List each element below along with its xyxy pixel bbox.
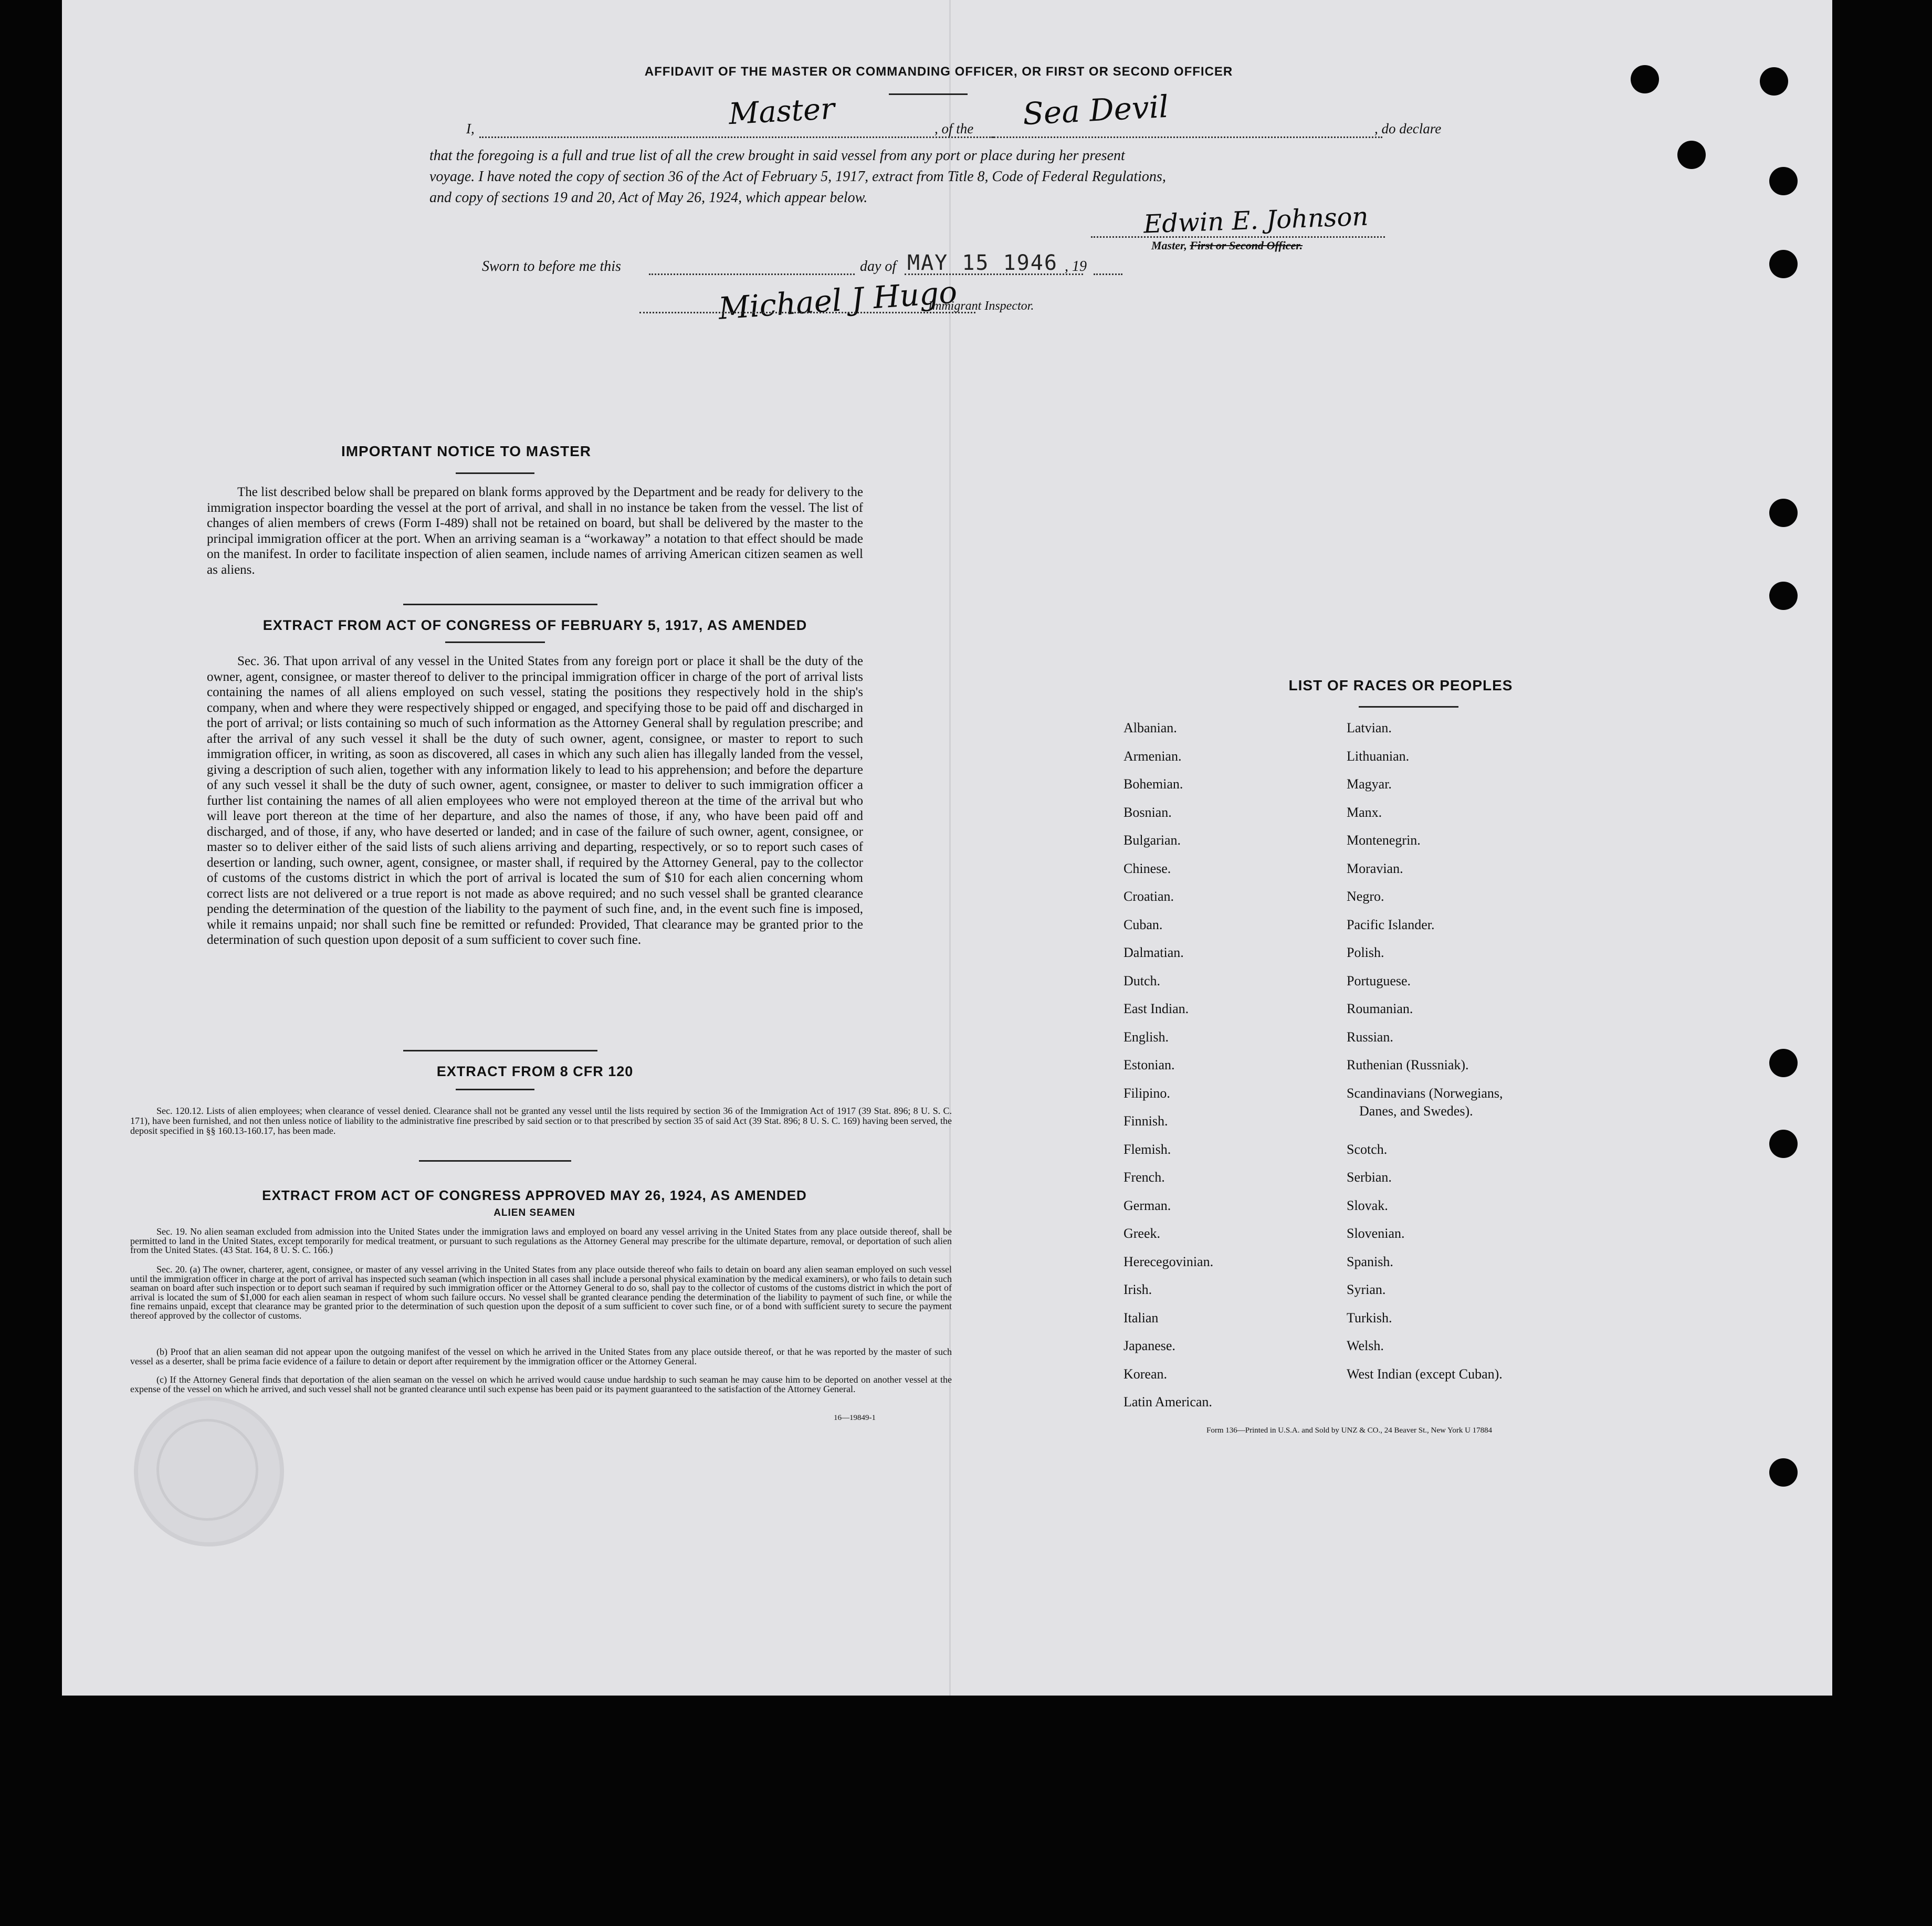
race-item: Filipino. <box>1124 1085 1170 1101</box>
races-left-column <box>1124 719 1323 1422</box>
notice-title: IMPORTANT NOTICE TO MASTER <box>341 443 592 459</box>
master-signature: Edwin E. Johnson <box>1143 202 1369 239</box>
race-item: Negro. <box>1347 889 1384 904</box>
form-printer-info: Form 136—Printed in U.S.A. and Sold by UNZ & CO., 24 Beaver St., New York U 17884 <box>1206 1426 1493 1435</box>
race-item: Armenian. <box>1124 748 1182 764</box>
race-item: Moravian. <box>1347 860 1403 876</box>
race-item: Croatian. <box>1124 889 1174 904</box>
race-item: Pacific Islander. <box>1347 917 1435 932</box>
race-item: Magyar. <box>1347 776 1392 792</box>
race-item: Albanian. <box>1124 720 1177 735</box>
race-item: Manx. <box>1347 804 1382 820</box>
race-item: Roumanian. <box>1347 1001 1413 1016</box>
race-item: Bosnian. <box>1124 804 1172 820</box>
race-item: Korean. <box>1124 1366 1168 1382</box>
race-item: Flemish. <box>1124 1141 1171 1157</box>
races-right-column <box>1347 719 1662 1393</box>
year-label: , 19 <box>1065 258 1087 275</box>
extract-1917-divider <box>403 1050 597 1051</box>
punch-hole-icon <box>1760 67 1788 96</box>
race-item: English. <box>1124 1029 1169 1045</box>
sec20a-text: Sec. 20. (a) The owner, charterer, agent, consignee, or master of any vessel arriving in the United States from any place outside thereof who fails to detain on board any alien seaman employed on such vessel until the immigration officer in charge at the port of arrival has inspected such seaman (which inspection in all cases shall include a personal physical examination by the medical examiners), or who fails to detain such seaman on board after such inspection or to deport such seaman if required by such immigration officer or the Attorney General to do so, shall pay to the collector of customs of the customs district in which the port of arrival is located the sum of $1,000 for each alien seaman in respect of whom such failure occurs. No vessel shall be granted clearance pending the determination of the liability to payment of such fine, or while the fine remains unpaid, except that clearance may be granted prior to the determination of such question upon the deposit of a sum sufficient to cover such fine, or of a bond with sufficient surety to secure the payment thereof approved by the collector of customs. <box>130 1264 952 1321</box>
notice-divider <box>403 604 597 605</box>
punch-hole-icon <box>1769 582 1798 610</box>
extract-1924-title: EXTRACT FROM ACT OF CONGRESS APPROVED MAY 26, 1924, AS AMENDED <box>262 1187 807 1203</box>
race-item: Chinese. <box>1124 860 1171 876</box>
races-title: LIST OF RACES OR PEOPLES <box>1288 677 1513 693</box>
declaration-line3: and copy of sections 19 and 20, Act of May 26, 1924, which appear below. <box>429 190 868 206</box>
race-item: Russian. <box>1347 1029 1393 1045</box>
race-item: Italian <box>1124 1310 1159 1325</box>
embossed-seal-inner <box>156 1419 258 1521</box>
document-sheet <box>62 0 1832 1696</box>
day-of-label: day of <box>860 258 897 275</box>
year-line <box>1094 260 1122 275</box>
extract-1924-subtitle: ALIEN SEAMEN <box>494 1207 575 1218</box>
extract-cfr-rule <box>456 1089 534 1090</box>
race-item: Montenegrin. <box>1347 833 1421 848</box>
master-label-text: Master, <box>1151 239 1187 252</box>
sec20b-text: (b) Proof that an alien seaman did not appear upon the outgoing manifest of the vessel on which he arrived in the United States from any place outside thereof, or that he was reported by the master of such vessel as a deserter, shall be prima facie evidence of a failure to detain or deport after requirement by the immigration officer or the Attorney General. <box>130 1346 952 1366</box>
race-item: Cuban. <box>1124 917 1163 932</box>
do-declare-label: , do declare <box>1374 121 1442 136</box>
master-handwriting: Master <box>728 91 836 132</box>
sworn-day-line <box>649 260 855 275</box>
sec20c-text: (c) If the Attorney General finds that deportation of the alien seaman on the vessel on which he arrived would cause undue hardship to such seaman he may cause him to be deported on another vessel at the expense of the vessel on which he arrived, and such vessel shall not be granted clearance until such expense has been paid or its payment guaranteed to the satisfaction of the Attorney General. <box>130 1374 952 1394</box>
race-item: Scandinavians (Norwegians, <box>1347 1085 1503 1101</box>
punch-hole-icon <box>1769 1130 1798 1158</box>
race-item: Latvian. <box>1347 720 1392 735</box>
race-item: Irish. <box>1124 1282 1152 1297</box>
declaration-line2: voyage. I have noted the copy of section 36 of the Act of February 5, 1917, extract from Title 8, Code of Federal Regulations, <box>429 169 1166 185</box>
race-item: Lithuanian. <box>1347 748 1410 764</box>
extract-1917-title: EXTRACT FROM ACT OF CONGRESS OF FEBRUARY 5, 1917, AS AMENDED <box>262 617 807 633</box>
race-item: Dalmatian. <box>1124 945 1184 960</box>
race-item: Spanish. <box>1347 1254 1393 1269</box>
races-rule <box>1359 706 1458 708</box>
race-item: Slovak. <box>1347 1197 1388 1213</box>
inspector-signature: Michael J Hugo <box>717 274 959 327</box>
punch-hole-icon <box>1677 141 1706 169</box>
race-item: Syrian. <box>1347 1282 1386 1297</box>
sworn-label: Sworn to before me this <box>482 258 621 275</box>
notice-text: The list described below shall be prepared on blank forms approved by the Department and be ready for delivery to the immigration inspector boarding the vessel at the port of arrival, and shall in no instance be taken from the vessel. The list of changes of alien members of crews (Form I-489) shall not be retained on board, but shall be delivered by the master to the principal immigration officer at the port. When an arriving seaman is a “workaway” a notation to that effect should be made on the manifest. In order to facilitate inspection of alien seamen, include names of arriving American citizen seamen as well as aliens. <box>207 485 863 577</box>
race-item: French. <box>1124 1170 1165 1185</box>
punch-hole-icon <box>1769 1049 1798 1077</box>
affidavit-title: AFFIDAVIT OF THE MASTER OR COMMANDING OFFICER, OR FIRST OR SECOND OFFICER <box>644 65 1233 79</box>
signature-line <box>1091 226 1385 238</box>
race-item: Serbian. <box>1347 1170 1392 1185</box>
punch-hole-icon <box>1769 499 1798 527</box>
vessel-handwriting: Sea Devil <box>1022 88 1170 132</box>
notice-rule <box>456 472 534 474</box>
race-item: Japanese. <box>1124 1338 1175 1353</box>
extract-1917-text: Sec. 36. That upon arrival of any vessel in the United States from any foreign port or place it shall be the duty of the owner, agent, consignee, or master thereof to deliver to the principal immigration officer in charge of the port of arrival lists containing the names of all aliens employed on such vessel, stating the positions they respectively hold in the ship's company, when and where they were respectively shipped or engaged, and specifying those to be paid off and discharged in the port of arrival; or lists containing so much of such information as the Attorney General shall by regulation prescribe; and after the arrival of any such vessel it shall be the duty of such owner, agent, consignee, or master to report to such immigration officer, in writing, as soon as discovered, all cases in which any such alien has illegally landed from the vessel, giving a description of such alien, together with any information likely to lead to his apprehension; and before the departure of any such vessel it shall be the duty of such owner, agent, consignee, or master to deliver to such immigration officer a further list containing the names of all alien employees who were not employed thereon at the time of the arrival but who will leave port thereon at the time of her departure, and also the names of those, if any, who have been paid off and discharged, and of those, if any, who have deserted or landed; and in case of the failure of such owner, agent, consignee, or master so to deliver either of the said lists of such aliens arriving and departing, respectively, or so to report such cases of desertion or landing, such owner, agent, consignee, or master shall, if required by the Attorney General, pay to the collector of customs of the customs district in which the port of arrival is located the sum of $10 for each alien concerning whom correct lists are not delivered or a true report is not made as above required; and no such vessel shall be granted clearance pending the determination of the question of the liability to the payment of such fine, and, in the event such fine is imposed, while it remains unpaid; nor shall such fine be remitted or refunded: Provided, That clearance may be granted prior to the determination of such question upon deposit of a sum sufficient to cover such fine. <box>207 654 863 947</box>
date-stamp: MAY 15 1946 <box>907 251 1058 275</box>
extract-cfr-text: Sec. 120.12. Lists of alien employees; when clearance of vessel denied. Clearance shall not be granted any vessel until the lists required by section 36 of the Immigration Act of 1917 (39 Stat. 896; 8 U. S. C. 171), have been furnished, and not then unless notice of liability to the administrative fine prescribed by said section or to that prescribed by section 35 of said Act (39 Stat. 896; 8 U. S. C. 169) having been served, the deposit specified in §§ 160.13-160.17, has been made. <box>130 1106 952 1136</box>
race-item: Estonian. <box>1124 1057 1175 1072</box>
punch-hole-icon <box>1769 167 1798 195</box>
i-label: I, <box>466 121 475 136</box>
race-item: Portuguese. <box>1347 973 1411 988</box>
master-label <box>1151 239 1303 252</box>
title-rule <box>889 93 968 95</box>
race-item: Bulgarian. <box>1124 833 1181 848</box>
race-item: Greek. <box>1124 1226 1161 1241</box>
race-item: Welsh. <box>1347 1338 1384 1353</box>
inspector-line <box>639 300 975 313</box>
form-code: 16—19849-1 <box>834 1414 876 1422</box>
declaration-line1: that the foregoing is a full and true list of all the crew brought in said vessel from any port or place during her present <box>429 148 1125 164</box>
punch-hole-icon <box>1769 250 1798 278</box>
punch-hole-icon <box>1769 1458 1798 1487</box>
of-the-label: , of the <box>934 121 974 136</box>
sec19-text: Sec. 19. No alien seaman excluded from admission into the United States under the immigration laws and employed on board any vessel arriving in the United States from any place outside thereof, shall be permitted to land in the United States, except temporarily for medical treatment, or pursuant to such regulations as the Attorney General may prescribe for the ultimate departure, removal, or deportation of such alien from the United States. (43 Stat. 164, 8 U. S. C. 166.) <box>130 1226 952 1255</box>
race-item: Bohemian. <box>1124 776 1183 792</box>
struck-officer-label: First or Second Officer. <box>1190 239 1303 252</box>
race-item: Danes, and Swedes). <box>1359 1103 1473 1119</box>
race-item: East Indian. <box>1124 1001 1189 1016</box>
race-item: Slovenian. <box>1347 1226 1405 1241</box>
race-item: German. <box>1124 1197 1171 1213</box>
race-item: Turkish. <box>1347 1310 1392 1325</box>
extract-cfr-title: EXTRACT FROM 8 CFR 120 <box>436 1064 634 1079</box>
race-item: Latin American. <box>1124 1394 1212 1409</box>
punch-hole-icon <box>1631 65 1659 93</box>
extract-cfr-divider <box>419 1160 571 1162</box>
race-item: Scotch. <box>1347 1141 1388 1157</box>
race-item: Herecegovinian. <box>1124 1254 1214 1269</box>
extract-1917-rule <box>445 641 545 643</box>
race-item: Polish. <box>1347 945 1384 960</box>
inspector-label: Immigrant Inspector. <box>928 299 1034 313</box>
race-item: Finnish. <box>1124 1113 1168 1129</box>
race-item: Ruthenian (Russniak). <box>1347 1057 1469 1072</box>
race-item: West Indian (except Cuban). <box>1347 1366 1503 1382</box>
race-item: Dutch. <box>1124 973 1161 988</box>
